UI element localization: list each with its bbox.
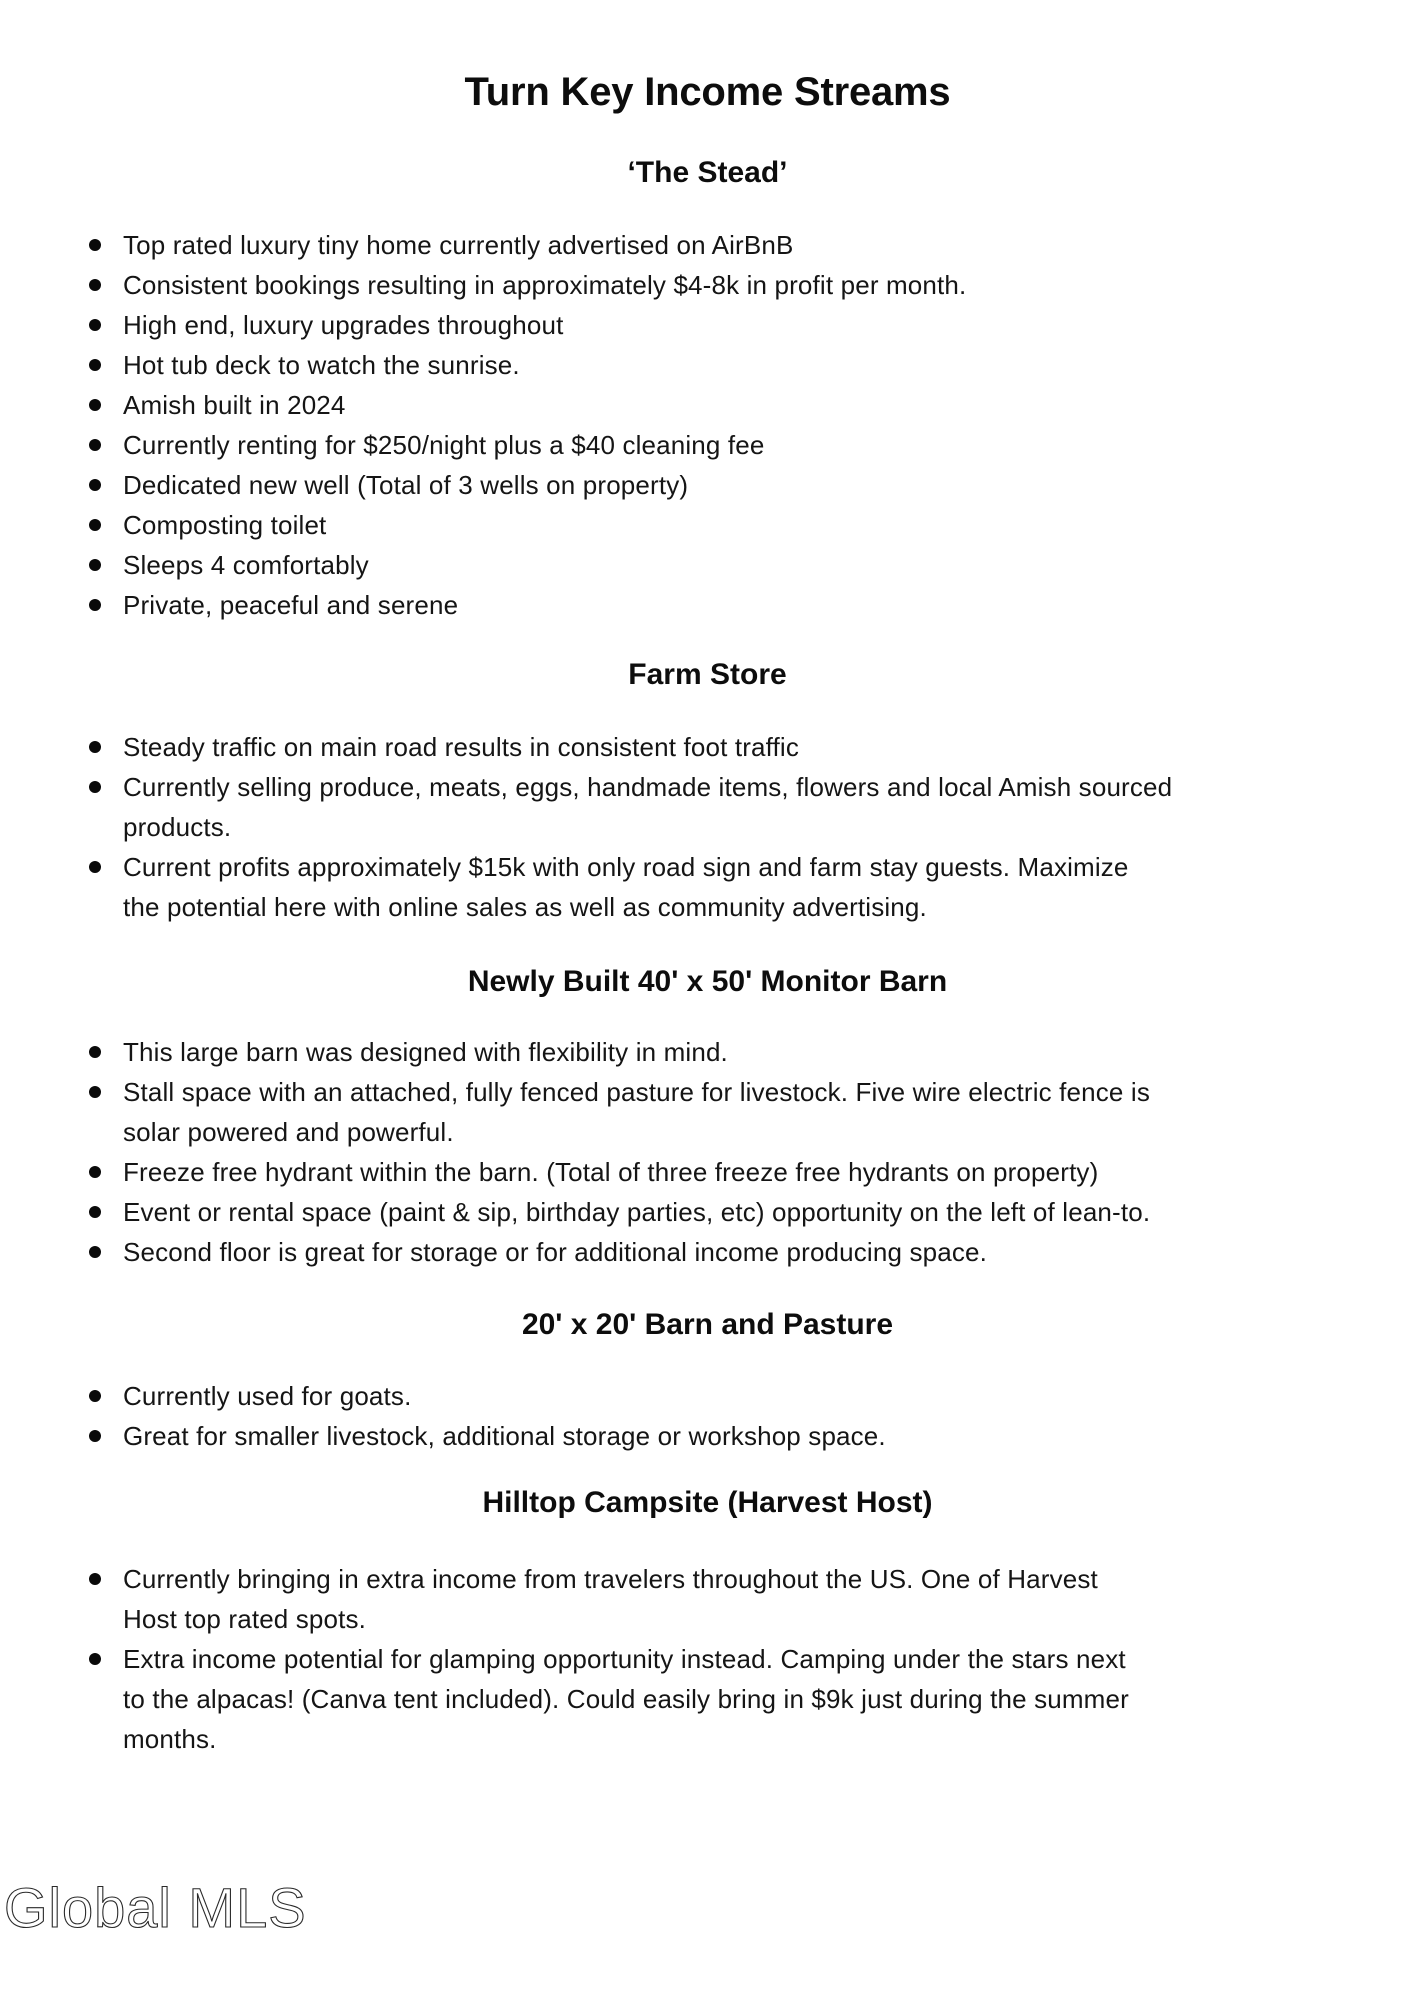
list-item-text: Freeze free hydrant within the barn. (Total of three freeze free hydrants on property) [123, 1157, 1099, 1187]
bullet-icon [89, 861, 101, 873]
list-item [0, 1559, 1415, 1639]
section-heading-the-stead: ‘The Stead’ [627, 156, 788, 189]
list-item-text: Dedicated new well (Total of 3 wells on property) [123, 470, 689, 500]
list-item-text-continued: solar powered and powerful. [123, 1117, 454, 1147]
list-item-text-continued: months. [123, 1724, 217, 1754]
bullet-list-hilltop-campsite [0, 1559, 1415, 1759]
bullet-icon [89, 741, 101, 753]
section-heading-hilltop-campsite: Hilltop Campsite (Harvest Host) [482, 1486, 933, 1519]
bullet-icon [89, 479, 101, 491]
bullet-icon [89, 1166, 101, 1178]
bullet-list-small-barn [0, 1376, 1415, 1456]
list-item-text: Current profits approximately $15k with only road sign and farm stay guests. Maximize [123, 852, 1129, 882]
bullet-icon [89, 559, 101, 571]
list-item-text: Private, peaceful and serene [123, 590, 459, 620]
list-item [0, 727, 1415, 767]
bullet-icon [89, 1206, 101, 1218]
bullet-icon [89, 781, 101, 793]
list-item [0, 425, 1415, 465]
bullet-icon [89, 599, 101, 611]
list-item [0, 305, 1415, 345]
bullet-list-the-stead [0, 225, 1415, 625]
bullet-icon [89, 1573, 101, 1585]
list-item [0, 265, 1415, 305]
list-item [0, 1072, 1415, 1152]
list-item-text-continued: products. [123, 812, 232, 842]
list-item-text: Hot tub deck to watch the sunrise. [123, 350, 520, 380]
list-item-text: Extra income potential for glamping opportunity instead. Camping under the stars next [123, 1644, 1126, 1674]
list-item-text: Currently selling produce, meats, eggs, handmade items, flowers and local Amish sourced [123, 772, 1173, 802]
bullet-icon [89, 1390, 101, 1402]
bullet-icon [89, 1046, 101, 1058]
bullet-icon [89, 359, 101, 371]
list-item [0, 1232, 1415, 1272]
list-item-text: This large barn was designed with flexibility in mind. [123, 1037, 728, 1067]
bullet-icon [89, 519, 101, 531]
list-item [0, 345, 1415, 385]
list-item-text: Stall space with an attached, fully fenced pasture for livestock. Five wire electric fence is [123, 1077, 1150, 1107]
list-item-text: Event or rental space (paint & sip, birthday parties, etc) opportunity on the left of lean-to. [123, 1197, 1151, 1227]
section-heading-monitor-barn: Newly Built 40' x 50' Monitor Barn [467, 965, 948, 998]
list-item [0, 847, 1415, 927]
bullet-icon [89, 279, 101, 291]
list-item-text: Currently used for goats. [123, 1381, 412, 1411]
list-item-text: Consistent bookings resulting in approximately $4-8k in profit per month. [123, 270, 967, 300]
bullet-icon [89, 1653, 101, 1665]
list-item-text: High end, luxury upgrades throughout [123, 310, 564, 340]
list-item-text: Composting toilet [123, 510, 327, 540]
document-title: Turn Key Income Streams [464, 70, 951, 114]
bullet-icon [89, 239, 101, 251]
bullet-icon [89, 1246, 101, 1258]
list-item [0, 385, 1415, 425]
list-item [0, 465, 1415, 505]
bullet-icon [89, 1430, 101, 1442]
list-item-text-continued: the potential here with online sales as well as community advertising. [123, 892, 927, 922]
list-item [0, 545, 1415, 585]
section-heading-farm-store: Farm Store [628, 658, 787, 691]
list-item-text: Currently renting for $250/night plus a $40 cleaning fee [123, 430, 765, 460]
list-item [0, 1416, 1415, 1456]
list-item [0, 225, 1415, 265]
list-item [0, 1152, 1415, 1192]
bullet-list-farm-store [0, 727, 1415, 927]
list-item [0, 1192, 1415, 1232]
list-item [0, 505, 1415, 545]
bullet-icon [89, 439, 101, 451]
bullet-icon [89, 399, 101, 411]
list-item [0, 1639, 1415, 1759]
list-item [0, 767, 1415, 847]
list-item-text: Steady traffic on main road results in consistent foot traffic [123, 732, 800, 762]
global-mls-watermark: Global MLS [4, 1876, 307, 1939]
section-heading-small-barn: 20' x 20' Barn and Pasture [521, 1308, 894, 1341]
bullet-icon [89, 319, 101, 331]
list-item [0, 585, 1415, 625]
list-item-text: Currently bringing in extra income from travelers throughout the US. One of Harvest [123, 1564, 1098, 1594]
list-item-text-continued: Host top rated spots. [123, 1604, 367, 1634]
list-item-text-continued: to the alpacas! (Canva tent included). Could easily bring in $9k just during the summer [123, 1684, 1129, 1714]
list-item-text: Top rated luxury tiny home currently advertised on AirBnB [123, 230, 794, 260]
list-item [0, 1032, 1415, 1072]
list-item-text: Amish built in 2024 [123, 390, 346, 420]
bullet-list-monitor-barn [0, 1032, 1415, 1272]
list-item-text: Sleeps 4 comfortably [123, 550, 369, 580]
list-item [0, 1376, 1415, 1416]
list-item-text: Second floor is great for storage or for additional income producing space. [123, 1237, 987, 1267]
list-item-text: Great for smaller livestock, additional storage or workshop space. [123, 1421, 886, 1451]
bullet-icon [89, 1086, 101, 1098]
